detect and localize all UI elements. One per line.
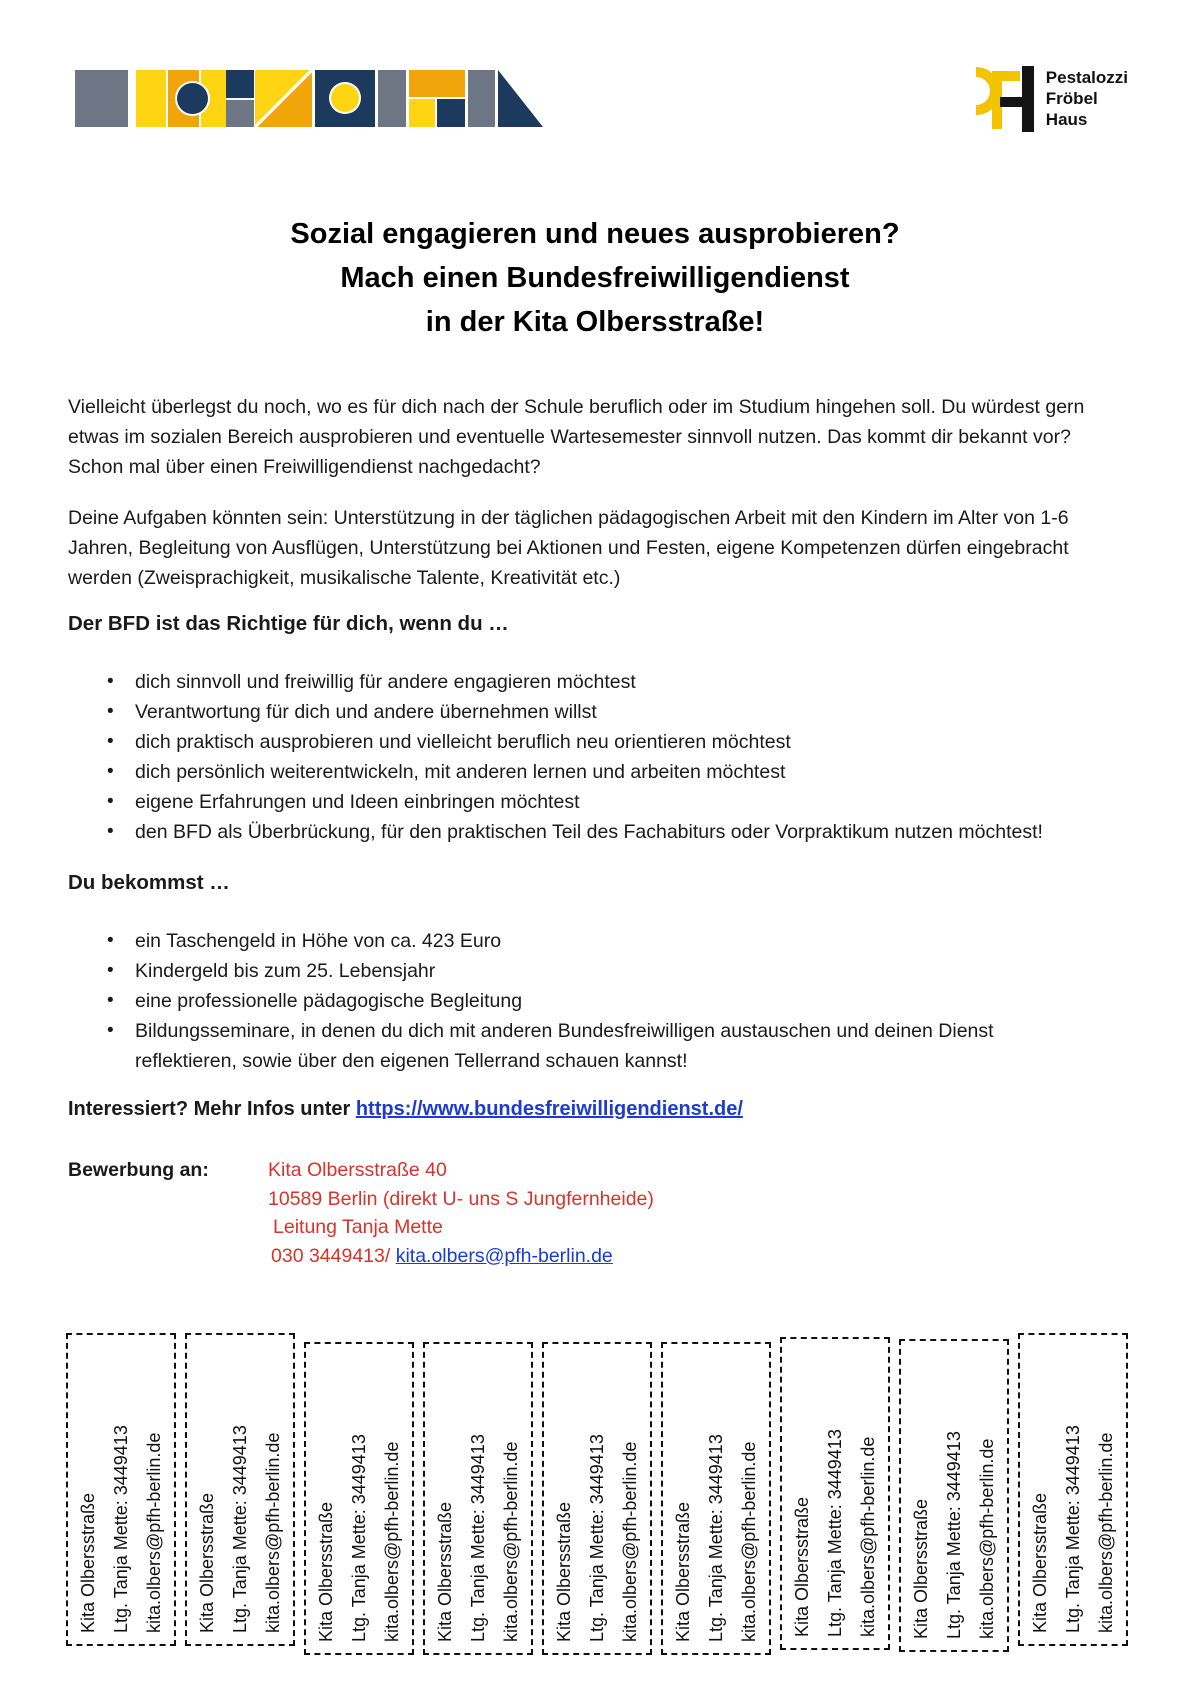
tearoff-tab-text bbox=[665, 1352, 767, 1646]
tearoff-tab bbox=[304, 1342, 414, 1655]
tasks-paragraph: Deine Aufgaben könnten sein: Unterstützung in der täglichen pädagogischen Arbeit mit den Kindern im Alter von 1-6 Jahren, Begleitung von Ausflügen, Unterstützung bei Aktionen und Festen, eigene Kompetenzen dürfen eingebracht werden (Zweisprachigkeit, musikalische Talente, Kreativität etc.) bbox=[68, 507, 1069, 589]
logo-circle bbox=[331, 84, 359, 112]
tearoff-line-email: kita.olbers@pfh-berlin.de bbox=[262, 1432, 283, 1633]
tearoff-tab-text bbox=[903, 1349, 1005, 1643]
tearoff-line-email: kita.olbers@pfh-berlin.de bbox=[738, 1441, 759, 1642]
tearoff-tab-row bbox=[66, 1333, 1128, 1646]
page-title bbox=[0, 212, 1190, 344]
address-line: 10589 Berlin (direkt U- uns S Jungfernheide) bbox=[268, 1187, 654, 1210]
application-block bbox=[68, 1156, 1090, 1270]
tearoff-line-name: Kita Olbersstraße bbox=[553, 1501, 574, 1642]
tearoff-line-phone: Ltg. Tanja Mette: 3449413 bbox=[1062, 1424, 1083, 1633]
bullet-item: • ein Taschengeld in Höhe von ca. 423 Euro bbox=[105, 926, 1090, 956]
bullet-item: • den BFD als Überbrückung, für den praktischen Teil des Fachabiturs oder Vorpraktikum nutzen möchtest! bbox=[105, 817, 1090, 847]
pfh-logo-text bbox=[1046, 66, 1128, 130]
tearoff-line-phone: Ltg. Tanja Mette: 3449413 bbox=[348, 1433, 369, 1642]
bullet-item: • dich persönlich weiterentwickeln, mit anderen lernen und arbeiten möchtest bbox=[105, 757, 1090, 787]
logo-block bbox=[136, 70, 166, 127]
tearoff-tab-text bbox=[308, 1352, 410, 1646]
phone-number: 030 3449413/ bbox=[271, 1244, 396, 1267]
tearoff-tab bbox=[1018, 1333, 1128, 1646]
tearoff-line-phone: Ltg. Tanja Mette: 3449413 bbox=[467, 1433, 488, 1642]
section-heading-benefits: Du bekommst … bbox=[68, 871, 230, 894]
logo-block bbox=[378, 70, 406, 127]
tearoff-tab-text bbox=[1022, 1343, 1124, 1637]
tearoff-tab bbox=[661, 1342, 771, 1655]
bullet-item: • dich sinnvoll und freiwillig für andere engagieren möchtest bbox=[105, 667, 1090, 697]
tearoff-line-phone: Ltg. Tanja Mette: 3449413 bbox=[110, 1424, 131, 1633]
logo-block bbox=[468, 70, 495, 127]
info-prefix: Interessiert? Mehr Infos unter bbox=[68, 1098, 356, 1120]
tearoff-line-name: Kita Olbersstraße bbox=[791, 1496, 812, 1637]
tearoff-line-phone: Ltg. Tanja Mette: 3449413 bbox=[705, 1433, 726, 1642]
email-link[interactable]: kita.olbers@pfh-berlin.de bbox=[395, 1244, 613, 1267]
kita-olbersstrasse-logo bbox=[75, 70, 543, 127]
application-label: Bewerbung an: bbox=[68, 1159, 209, 1181]
tearoff-tab bbox=[185, 1333, 295, 1646]
tearoff-line-name: Kita Olbersstraße bbox=[1029, 1492, 1050, 1633]
tearoff-tab-text bbox=[546, 1352, 648, 1646]
bullet-item: • Kindergeld bis zum 25. Lebensjahr bbox=[105, 956, 1090, 986]
tearoff-tab bbox=[66, 1333, 176, 1646]
tearoff-line-name: Kita Olbersstraße bbox=[196, 1492, 217, 1633]
tearoff-line-phone: Ltg. Tanja Mette: 3449413 bbox=[229, 1424, 250, 1633]
tearoff-tab bbox=[423, 1342, 533, 1655]
tearoff-line-email: kita.olbers@pfh-berlin.de bbox=[500, 1441, 521, 1642]
bullet-item: • eigene Erfahrungen und Ideen einbringen möchtest bbox=[105, 787, 1090, 817]
tearoff-line-email: kita.olbers@pfh-berlin.de bbox=[976, 1438, 997, 1639]
bfd-bullet-list bbox=[105, 667, 1090, 847]
benefits-bullet-list bbox=[105, 926, 1090, 1076]
info-line bbox=[68, 1095, 1090, 1123]
tearoff-line-name: Kita Olbersstraße bbox=[672, 1501, 693, 1642]
tearoff-line-name: Kita Olbersstraße bbox=[434, 1501, 455, 1642]
title-line: Mach einen Bundesfreiwilligendienst bbox=[340, 262, 850, 294]
intro-paragraph: Vielleicht überlegst du noch, wo es für dich nach der Schule beruflich oder im Studium hingehen soll. Du würdest gern etwas im sozialen Bereich ausprobieren und eventuelle Wartesemester sinnvoll nutzen. Das kommt dir bekannt vor? Schon mal über einen Freiwilligendienst nachgedacht? bbox=[68, 396, 1085, 478]
tearoff-tab-text bbox=[784, 1347, 886, 1641]
tearoff-tab bbox=[542, 1342, 652, 1655]
section-heading-bfd: Der BFD ist das Richtige für dich, wenn du … bbox=[68, 612, 509, 635]
logo-block bbox=[75, 70, 128, 127]
logo-block bbox=[226, 70, 254, 98]
logo-circle bbox=[177, 83, 208, 114]
bullet-item: • eine professionelle pädagogische Begleitung bbox=[105, 986, 1090, 1016]
logo-block bbox=[409, 70, 465, 97]
tearoff-line-phone: Ltg. Tanja Mette: 3449413 bbox=[824, 1428, 845, 1637]
tearoff-line-name: Kita Olbersstraße bbox=[77, 1492, 98, 1633]
tearoff-line-email: kita.olbers@pfh-berlin.de bbox=[1095, 1432, 1116, 1633]
header bbox=[0, 0, 1190, 132]
tearoff-line-email: kita.olbers@pfh-berlin.de bbox=[381, 1441, 402, 1642]
tearoff-line-name: Kita Olbersstraße bbox=[910, 1498, 931, 1639]
title-line: in der Kita Olbersstraße! bbox=[425, 306, 765, 338]
pfh-logo-line: Fröbel bbox=[1045, 89, 1098, 108]
bullet-item: • Bildungsseminare, in denen du dich mit anderen Bundesfreiwilligen austauschen und deinen Dienst reflektieren, sowie über den eigenen Tellerrand schauen kannst! bbox=[105, 1016, 1090, 1076]
pfh-monogram-icon bbox=[956, 66, 1036, 132]
logo-block bbox=[409, 99, 435, 127]
logo-diagonal-square bbox=[255, 70, 312, 127]
title-line: Sozial engagieren und neues ausprobieren? bbox=[290, 218, 900, 250]
logo-block bbox=[226, 100, 254, 127]
tearoff-tab-text bbox=[427, 1352, 529, 1646]
address-line: Kita Olbersstraße 40 bbox=[268, 1159, 447, 1181]
tearoff-line-email: kita.olbers@pfh-berlin.de bbox=[143, 1432, 164, 1633]
bullet-item: • Verantwortung für dich und andere übernehmen willst bbox=[105, 697, 1090, 727]
contact-line bbox=[268, 1242, 654, 1271]
tearoff-line-email: kita.olbers@pfh-berlin.de bbox=[619, 1441, 640, 1642]
logo-block bbox=[437, 99, 465, 127]
logo-end-triangle bbox=[498, 70, 543, 127]
application-address bbox=[268, 1156, 654, 1270]
tearoff-line-name: Kita Olbersstraße bbox=[315, 1501, 336, 1642]
tearoff-line-phone: Ltg. Tanja Mette: 3449413 bbox=[943, 1430, 964, 1639]
bundesfreiwilligendienst-link[interactable]: https://www.bundesfreiwilligendienst.de/ bbox=[355, 1098, 743, 1120]
address-line: Leitung Tanja Mette bbox=[273, 1216, 443, 1238]
tearoff-tab-text bbox=[70, 1343, 172, 1637]
tearoff-tab bbox=[899, 1339, 1009, 1652]
tearoff-tab-text bbox=[189, 1343, 291, 1637]
pfh-logo-line: Haus bbox=[1045, 110, 1088, 129]
pfh-logo bbox=[956, 66, 1128, 132]
tearoff-tab bbox=[780, 1337, 890, 1650]
main-content bbox=[0, 392, 1190, 1270]
bullet-item: • dich praktisch ausprobieren und vielleicht beruflich neu orientieren möchtest bbox=[105, 727, 1090, 757]
tearoff-line-email: kita.olbers@pfh-berlin.de bbox=[857, 1436, 878, 1637]
pfh-logo-line: Pestalozzi bbox=[1045, 68, 1128, 87]
tearoff-line-phone: Ltg. Tanja Mette: 3449413 bbox=[586, 1433, 607, 1642]
